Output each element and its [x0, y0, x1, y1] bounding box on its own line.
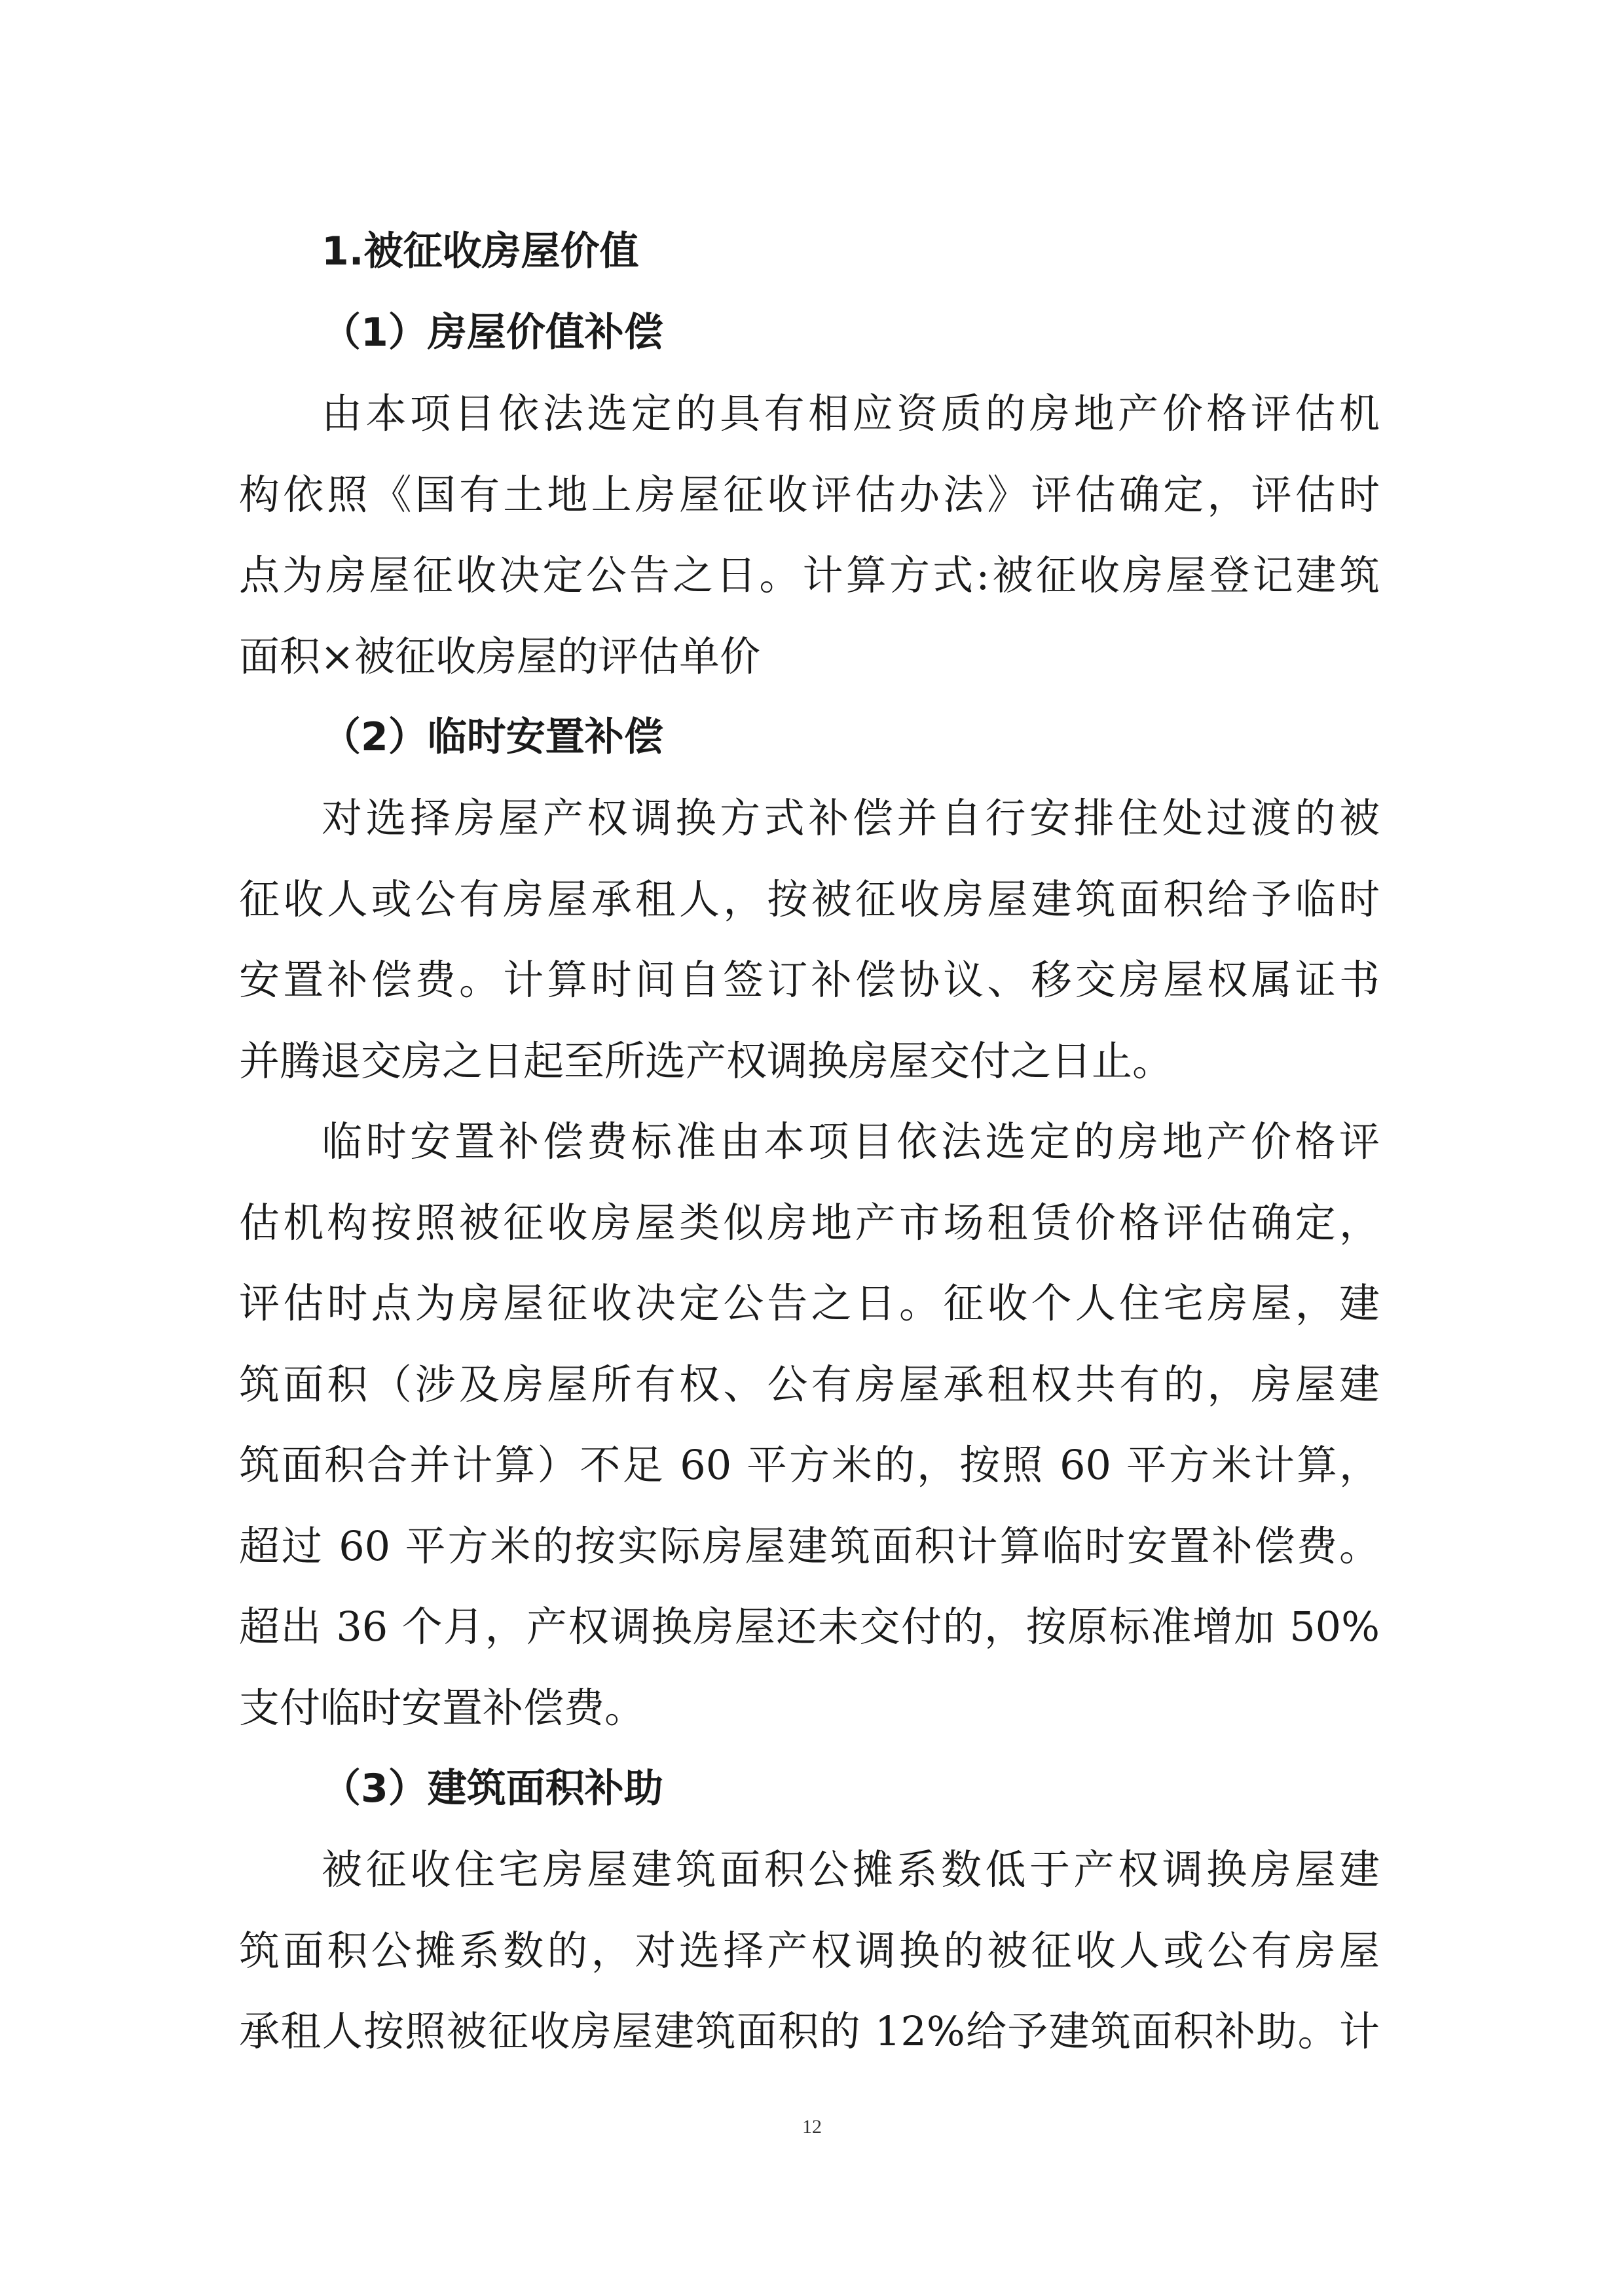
paragraph-line: 点为房屋征收决定公告之日。计算方式:被征收房屋登记建筑	[239, 551, 1380, 599]
paragraph	[239, 1101, 1380, 1748]
paragraph	[239, 373, 1380, 697]
paragraph-line: 由本项目依法选定的具有相应资质的房地产价格评估机	[322, 390, 1380, 437]
paragraph-line: 支付临时安置补偿费。	[239, 1683, 646, 1732]
paragraph-line: 评估时点为房屋征收决定公告之日。征收个人住宅房屋，建	[239, 1279, 1380, 1327]
paragraph	[239, 778, 1380, 1101]
subsection-title: （1）房屋价值补偿	[322, 310, 663, 355]
paragraph-line: 超过 60 平方米的按实际房屋建筑面积计算临时安置补偿费。	[239, 1522, 1380, 1570]
section-title: 1.被征收房屋价值	[322, 228, 639, 274]
paragraph-line: 安置补偿费。计算时间自签订补偿协议、移交房屋权属证书	[239, 956, 1380, 1004]
paragraph-line: 面积×被征收房屋的评估单价	[239, 632, 760, 680]
paragraph	[239, 1829, 1380, 2072]
subsection-title: （3）建筑面积补助	[322, 1766, 663, 1812]
paragraph-line: 超出 36 个月，产权调换房屋还未交付的，按原标准增加 50%	[239, 1603, 1380, 1650]
paragraph-line: 征收人或公有房屋承租人，按被征收房屋建筑面积给予临时	[239, 875, 1380, 923]
paragraph-line: 并腾退交房之日起至所选产权调换房屋交付之日止。	[239, 1036, 1173, 1085]
subsection-title: （2）临时安置补偿	[322, 714, 663, 760]
page-number: 12	[802, 2116, 822, 2138]
paragraph-line: 对选择房屋产权调换方式补偿并自行安排住处过渡的被	[322, 794, 1380, 842]
paragraph-line: 筑面积公摊系数的，对选择产权调换的被征收人或公有房屋	[239, 1926, 1380, 1975]
page-content	[239, 211, 1380, 2072]
paragraph-line: 构依照《国有土地上房屋征收评估办法》评估确定，评估时	[239, 470, 1380, 519]
paragraph-line: 被征收住宅房屋建筑面积公摊系数低于产权调换房屋建	[322, 1846, 1380, 1893]
paragraph-line: 承租人按照被征收房屋建筑面积的 12%给予建筑面积补助。计	[239, 2007, 1380, 2055]
paragraph-line: 筑面积合并计算）不足 60 平方米的，按照 60 平方米计算，	[239, 1441, 1380, 1489]
paragraph-line: 估机构按照被征收房屋类似房地产市场租赁价格评估确定，	[239, 1198, 1380, 1247]
paragraph-line: 筑面积（涉及房屋所有权、公有房屋承租权共有的，房屋建	[239, 1360, 1380, 1408]
paragraph-line: 临时安置补偿费标准由本项目依法选定的房地产价格评	[322, 1118, 1380, 1165]
